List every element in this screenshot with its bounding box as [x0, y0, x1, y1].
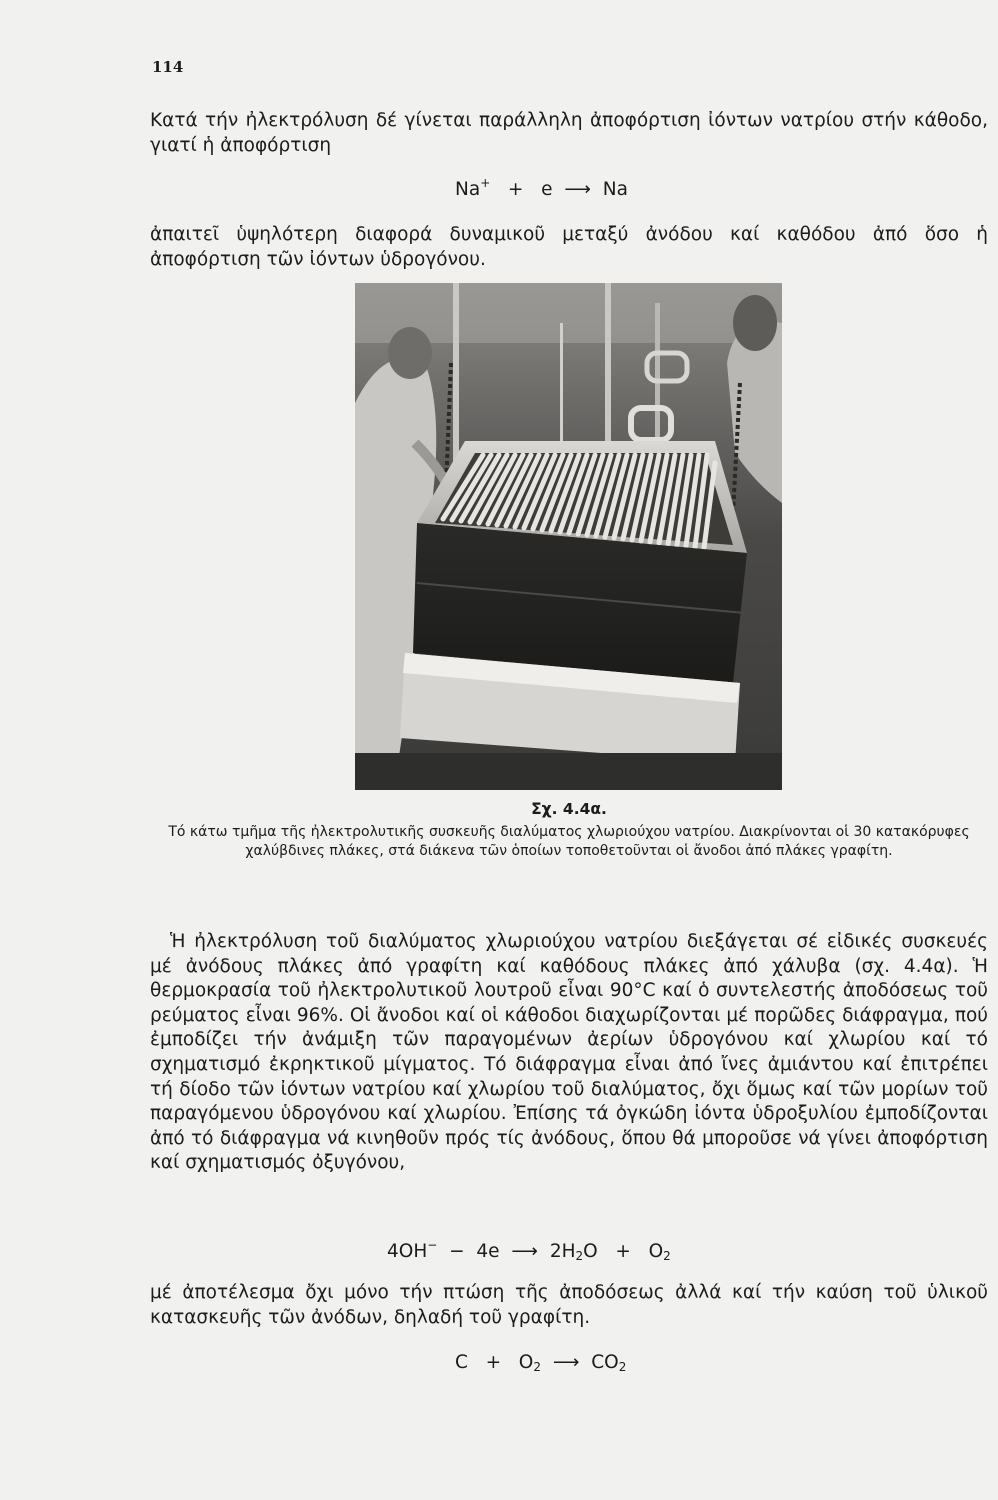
eq1-plus: +: [507, 179, 524, 200]
eq1-product: Na: [602, 179, 628, 200]
eq2-water: 2H: [549, 1241, 576, 1262]
eq3-oxygen: O: [518, 1352, 534, 1373]
eq3-product: CO: [591, 1352, 619, 1373]
eq2-water-tail: O: [583, 1241, 598, 1262]
paragraph-intro: Κατά τήν ἠλεκτρόλυση δέ γίνεται παράλληλη ἀποφόρτιση ἰόντων νατρίου στήν κάθοδο, γιατί ἡ ἀποφόρτιση: [150, 110, 988, 156]
electrolytic-cell-photo: [355, 283, 782, 790]
eq2-water-sub: 2: [575, 1249, 584, 1263]
eq2-minus: −: [449, 1241, 465, 1262]
electrolytic-cell-illustration: [355, 283, 782, 790]
equation-graphite-combustion: [455, 1350, 626, 1375]
eq1-lhs: Na: [455, 179, 481, 200]
eq1-electron: e: [541, 179, 553, 200]
eq2-arrow: ⟶: [511, 1241, 538, 1262]
eq2-charge: −: [427, 1238, 438, 1252]
eq3-plus: +: [485, 1352, 502, 1373]
eq1-arrow: ⟶: [564, 179, 591, 200]
eq2-coef: 4: [387, 1241, 399, 1262]
figure-label: Σχ. 4.4α.: [531, 800, 607, 818]
figure-caption: Τό κάτω τμῆμα τῆς ἠλεκτρολυτικῆς συσκευῆς διαλύματος χλωριούχου νατρίου. Διακρίνονται οἱ 30 κατακόρυφες χαλύβδινες πλάκες, στά διάκενα τῶν ὁποίων τοποθετοῦνται οἱ ἄνοδοι ἀπό πλάκες γραφίτη.: [168, 824, 970, 859]
eq2-oxygen: O: [648, 1241, 664, 1262]
paragraph-combustion: μέ ἀποτέλεσμα ὄχι μόνο τήν πτώση τῆς ἀποδόσεως ἀλλά καί τήν καύση τοῦ ὑλικοῦ κατασκευῆς τῶν ἀνόδων, δηλαδή τοῦ γραφίτη.: [150, 1282, 988, 1328]
eq2-electrons: 4e: [476, 1241, 500, 1262]
equation-sodium-discharge: [455, 177, 628, 202]
page-number: 114: [152, 58, 184, 76]
paragraph-potential: ἀπαιτεῖ ὑψηλότερη διαφορά δυναμικοῦ μεταξύ ἀνόδου καί καθόδου ἀπό ὅσο ἡ ἀποφόρτιση τῶν ἰόντων ὑδρογόνου.: [150, 224, 988, 270]
eq3-product-sub: 2: [618, 1360, 627, 1374]
eq1-charge: +: [480, 176, 491, 190]
paragraph-electrolysis: Ἡ ἠλεκτρόλυση τοῦ διαλύματος χλωριούχου νατρίου διεξάγεται σέ εἰδικές συσκευές μέ ἀνόδους πλάκες ἀπό γραφίτη καί καθόδους πλάκες ἀπό χάλυβα (σχ. 4.4α). Ἡ θερμοκρασία τοῦ ἠλεκτρολυτικοῦ λουτροῦ εἶναι 90°C καί ὁ συντελεστής ἀποδόσεως τοῦ ρεύματος εἶναι 96%. Οἱ ἄνοδοι καί οἱ κάθοδοι διαχωρίζονται μέ πορῶδες διάφραγμα, πού ἐμποδίζει τήν ἀνάμιξη τῶν παραγομένων ἀερίων ὑδρογόνου καί χλωρίου καί τό σχηματισμό ἐκρηκτικοῦ μίγματος. Τό διάφραγμα εἶναι ἀπό ἴνες ἀμιάντου καί ἐπιτρέπει τή δίοδο τῶν ἰόντων νατρίου καί χλωρίου τοῦ διαλύματος, ὄχι ὅμως καί τῶν μορίων τοῦ παραγόμενου ὑδρογόνου καί χλωρίου. Ἐπίσης τά ὀγκώδη ἰόντα ὑδροξυλίου ἐμποδίζονται ἀπό τό διάφραγμα νά κινηθοῦν πρός τίς ἀνόδους, ὅπου θά μποροῦσε νά γίνει ἀποφόρτιση καί σχηματισμός ὀξυγόνου,: [150, 931, 988, 1174]
eq3-arrow: ⟶: [552, 1352, 580, 1373]
eq2-oxygen-sub: 2: [663, 1249, 671, 1263]
equation-hydroxide-discharge: [387, 1239, 671, 1264]
eq2-ion: OH: [398, 1241, 428, 1262]
eq2-plus: +: [615, 1241, 631, 1262]
eq3-reactant: C: [455, 1352, 468, 1373]
eq3-oxygen-sub: 2: [533, 1360, 541, 1374]
